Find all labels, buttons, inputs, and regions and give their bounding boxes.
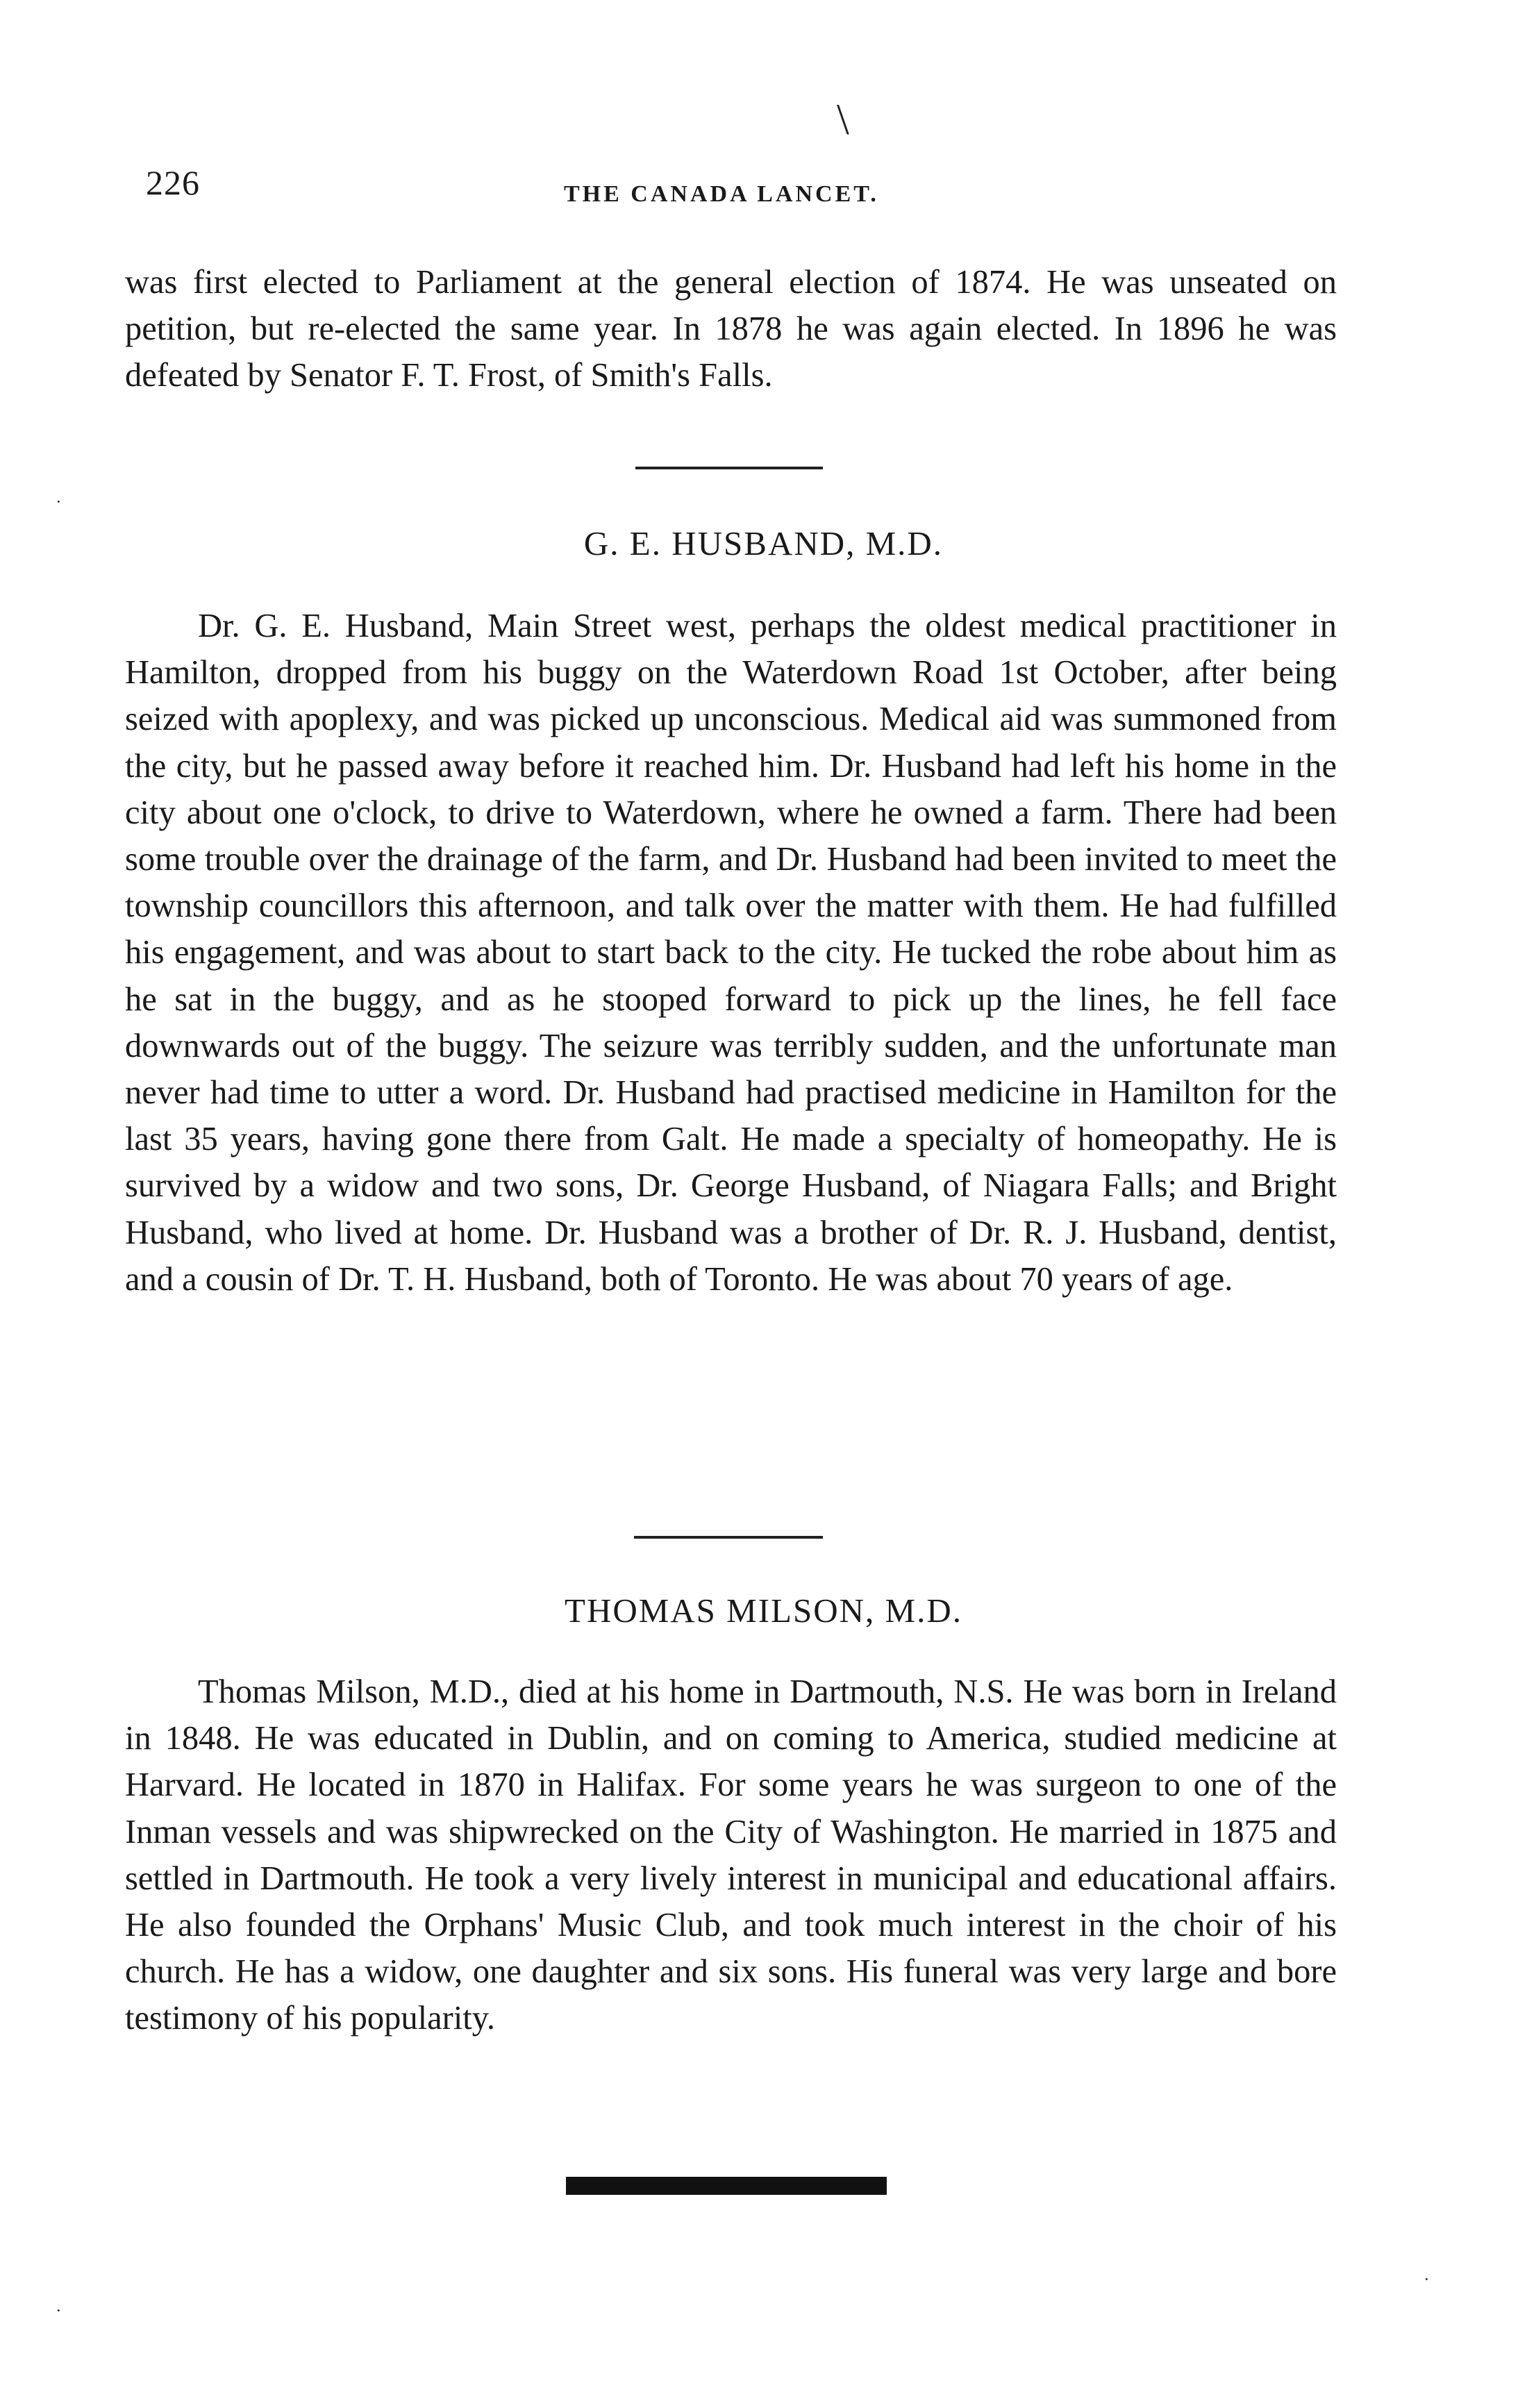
end-ornament-bar [566, 2177, 887, 2195]
milson-text-block [125, 1669, 1337, 2042]
running-title: THE CANADA LANCET. [564, 181, 879, 207]
section-heading-husband: G. E. HUSBAND, M.D. [583, 524, 944, 562]
intro-text-block [125, 259, 1337, 399]
section-heading-milson: THOMAS MILSON, M.D. [565, 1591, 962, 1630]
intro-paragraph: was first elected to Parliament at the general election of 1874. He was unseated on petition, but re-elected the same year. In 1878 he was again elected. In 1896 he was defeated by Senator F. T. Frost, of Smith's Falls. [125, 264, 1337, 394]
section-divider [634, 1536, 823, 1539]
husband-text-block [125, 603, 1337, 1303]
milson-paragraph: Thomas Milson, M.D., died at his home in Dartmouth, N.S. He was born in Ireland in 1848. He was educated in Dublin, and on coming to America, studied medicine at Harvard. He located in 1870 in Halifax. For some years he was surgeon to one of the Inman vessels and was shipwrecked on the City of Washington. He married in 1875 and settled in Dartmouth. He took a very lively interest in municipal and educational affairs. He also founded the Orphans' Music Club, and took much interest in the choir of his church. He has a widow, one daughter and six sons. His funeral was very large and bore testimony of his popularity. [125, 1673, 1337, 2037]
scan-speck: · [56, 2300, 62, 2321]
corner-mark: \ [837, 94, 849, 144]
section-divider [635, 467, 823, 469]
page-number: 226 [146, 163, 200, 202]
scan-speck: · [56, 492, 62, 512]
scan-speck: · [1424, 2269, 1430, 2289]
husband-paragraph: Dr. G. E. Husband, Main Street west, perhaps the oldest medical practitioner in Hamilton, dropped from his buggy on the Waterdown Road 1st October, after being seized with apoplexy, and was picked up unconscious. Medical aid was summoned from the city, but he passed away before it reached him. Dr. Husband had left his home in the city about one o'clock, to drive to Waterdown, where he owned a farm. There had been some trouble over the drainage of the farm, and Dr. Husband had been invited to meet the township councillors this afternoon, and talk over the matter with them. He had fulfilled his engagement, and was about to start back to the city. He tucked the robe about him as he sat in the buggy, and as he stooped forward to pick up the lines, he fell face downwards out of the buggy. The seizure was terribly sudden, and the unfortunate man never had time to utter a word. Dr. Husband had practised medicine in Hamilton for the last 35 years, having gone there from Galt. He made a specialty of homeopathy. He is survived by a widow and two sons, Dr. George Husband, of Niagara Falls; and Bright Husband, who lived at home. Dr. Husband was a brother of Dr. R. J. Husband, dentist, and a cousin of Dr. T. H. Husband, both of Toronto. He was about 70 years of age. [125, 608, 1337, 1298]
